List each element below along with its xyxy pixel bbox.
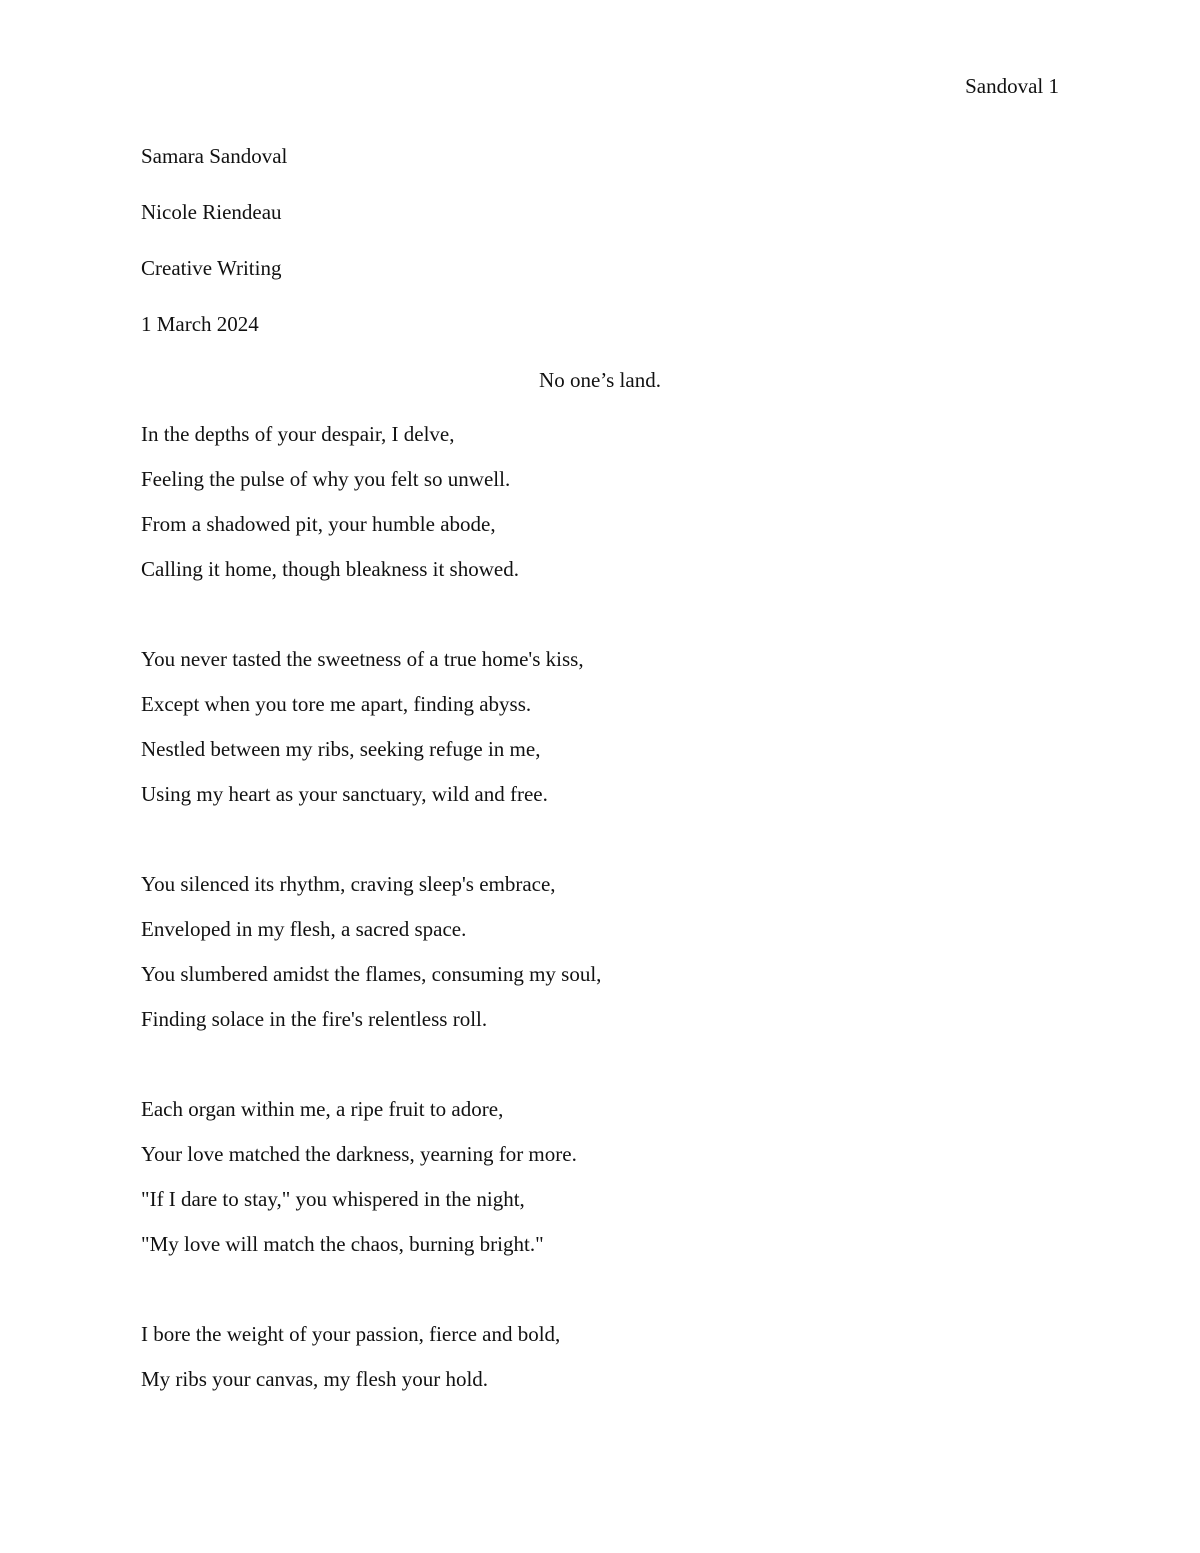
poem-line: Enveloped in my flesh, a sacred space. (141, 917, 467, 941)
poem-line: From a shadowed pit, your humble abode, (141, 512, 496, 536)
poem-line: Finding solace in the fire's relentless roll. (141, 1007, 488, 1031)
stanza-5 (141, 1312, 1059, 1402)
poem-title: No one’s land. (539, 368, 661, 392)
date: 1 March 2024 (141, 312, 259, 336)
poem-line: You never tasted the sweetness of a true home's kiss, (141, 647, 584, 671)
stanza-4 (141, 1087, 1059, 1267)
course-name: Creative Writing (141, 256, 282, 280)
poem-line: My ribs your canvas, my flesh your hold. (141, 1367, 489, 1391)
poem-line: Nestled between my ribs, seeking refuge in me, (141, 737, 541, 761)
student-name: Samara Sandoval (141, 144, 288, 168)
poem-line: You slumbered amidst the flames, consuming my soul, (141, 962, 602, 986)
poem-line: Each organ within me, a ripe fruit to adore, (141, 1097, 504, 1121)
poem-line: Feeling the pulse of why you felt so unwell. (141, 467, 511, 491)
poem-body (141, 412, 1059, 1447)
poem-line: "If I dare to stay," you whispered in the night, (141, 1187, 525, 1211)
instructor-name: Nicole Riendeau (141, 200, 282, 224)
poem-line: You silenced its rhythm, craving sleep's embrace, (141, 872, 556, 896)
poem-line: Calling it home, though bleakness it showed. (141, 557, 519, 581)
mla-heading (141, 142, 1059, 366)
poem-line: Using my heart as your sanctuary, wild and free. (141, 782, 548, 806)
poem-line: I bore the weight of your passion, fierce and bold, (141, 1322, 561, 1346)
stanza-1 (141, 412, 1059, 592)
poem-line: In the depths of your despair, I delve, (141, 422, 455, 446)
stanza-3 (141, 862, 1059, 1042)
running-head: Sandoval 1 (965, 74, 1059, 98)
poem-line: Your love matched the darkness, yearning for more. (141, 1142, 577, 1166)
poem-line: "My love will match the chaos, burning bright." (141, 1232, 544, 1256)
poem-line: Except when you tore me apart, finding abyss. (141, 692, 532, 716)
stanza-2 (141, 637, 1059, 817)
